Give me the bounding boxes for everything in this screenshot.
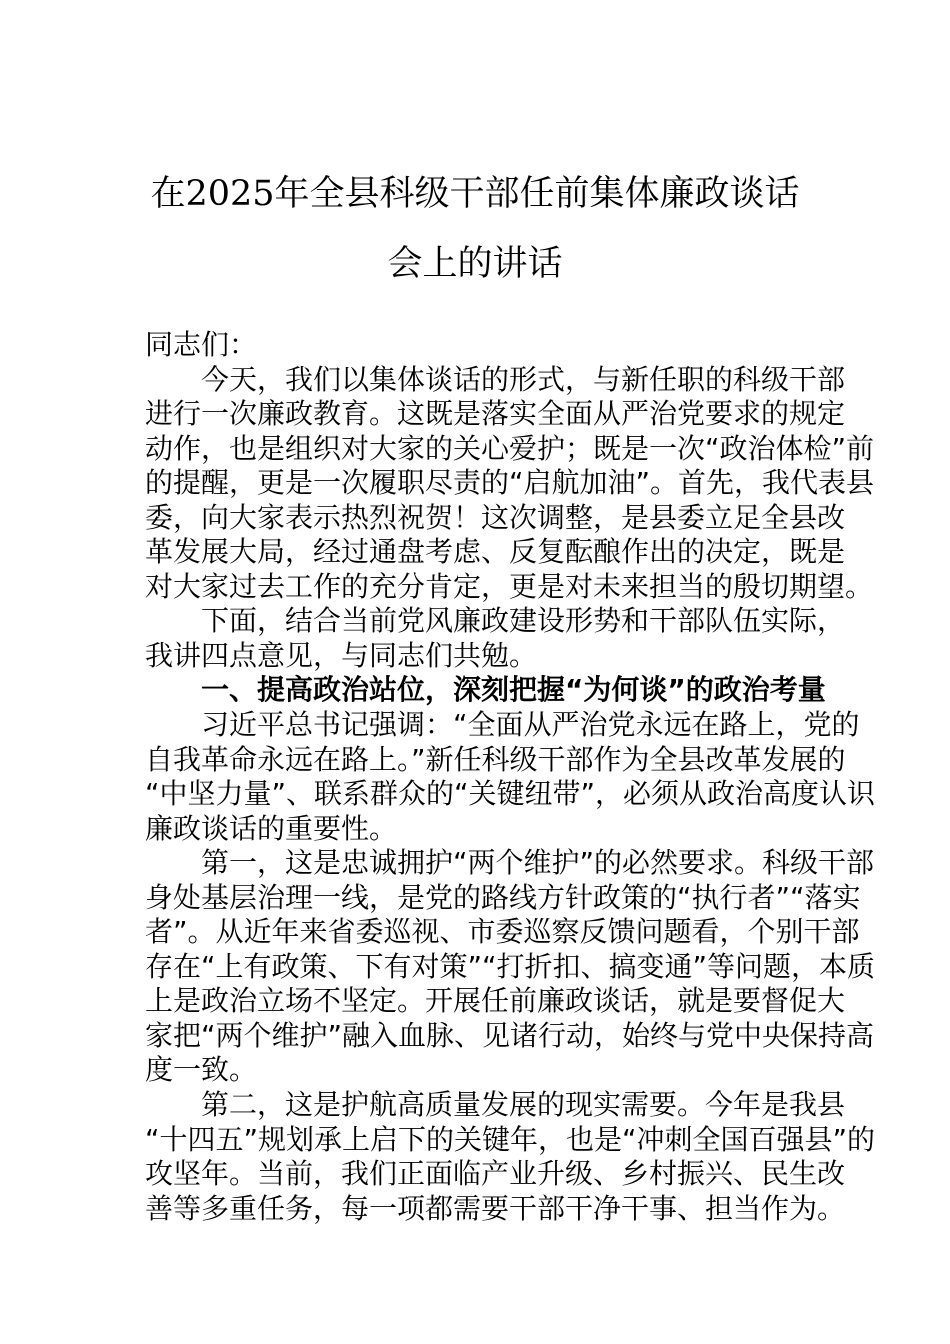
- text-line: 善等多重任务，每一项都需要干部干净干事、担当作为。: [145, 1191, 846, 1225]
- document-title-line-1: 在2025年全县科级干部任前集体廉政谈话: [150, 174, 800, 214]
- paragraph-opening: [145, 362, 875, 605]
- text-line: 进行一次廉政教育。这既是落实全面从严治党要求的规定: [145, 397, 846, 431]
- text-line: 的提醒，更是一次履职尽责的“启航加油”。首先，我代表县: [145, 466, 875, 500]
- paragraph-second-point: [145, 1088, 876, 1226]
- text-line: 第二，这是护航高质量发展的现实需要。今年是我县: [201, 1088, 846, 1122]
- text-line: 存在“上有政策、下有对策”“打折扣、搞变通”等问题，本质: [145, 949, 876, 983]
- text-line: 上是政治立场不坚定。开展任前廉政谈话，就是要督促大: [145, 984, 846, 1018]
- text-line: “中坚力量”、联系群众的“关键纽带”，必须从政治高度认识: [145, 777, 876, 811]
- text-line: 革发展大局，经过通盘考虑、反复酝酿作出的决定，既是: [145, 535, 846, 569]
- text-line: “十四五”规划承上启下的关键年，也是“冲刺全国百强县”的: [145, 1122, 876, 1156]
- document-body: [145, 328, 876, 1226]
- document-title-line-2: 会上的讲话: [387, 244, 563, 284]
- text-line: 廉政谈话的重要性。: [145, 811, 398, 845]
- text-line: 身处基层治理一线，是党的路线方针政策的“执行者”“落实: [145, 880, 861, 914]
- paragraph-first-point: [145, 846, 876, 1088]
- paragraph-outline: [145, 604, 846, 673]
- text-line: 度一致。: [145, 1053, 258, 1087]
- text-line: 我讲四点意见，与同志们共勉。: [145, 638, 538, 672]
- text-line: 家把“两个维护”融入血脉、见诸行动，始终与党中央保持高: [145, 1018, 875, 1052]
- text-line: 动作，也是组织对大家的关心爱护；既是一次“政治体检”前: [145, 431, 875, 465]
- text-line: 者”。从近年来省委巡视、市委巡察反馈问题看，个别干部: [145, 915, 860, 949]
- text-line: 对大家过去工作的充分肯定，更是对未来担当的殷切期望。: [145, 569, 874, 603]
- text-line: 今天，我们以集体谈话的形式，与新任职的科级干部: [201, 362, 846, 396]
- paragraph-quote: [145, 708, 876, 846]
- salutation: 同志们：: [145, 328, 258, 361]
- text-line: 下面，结合当前党风廉政建设形势和干部队伍实际，: [201, 604, 846, 638]
- text-line: 第一，这是忠诚拥护“两个维护”的必然要求。科级干部: [201, 846, 875, 880]
- section-heading-1: 一、提高政治站位，深刻把握“为何谈”的政治考量: [201, 673, 826, 707]
- text-line: 自我革命永远在路上。”新任科级干部作为全县改革发展的: [145, 742, 846, 776]
- text-line: 委，向大家表示热烈祝贺！这次调整，是县委立足全县改: [145, 500, 846, 534]
- text-line: 攻坚年。当前，我们正面临产业升级、乡村振兴、民生改: [145, 1157, 846, 1191]
- text-line: 习近平总书记强调：“全面从严治党永远在路上，党的: [201, 708, 860, 742]
